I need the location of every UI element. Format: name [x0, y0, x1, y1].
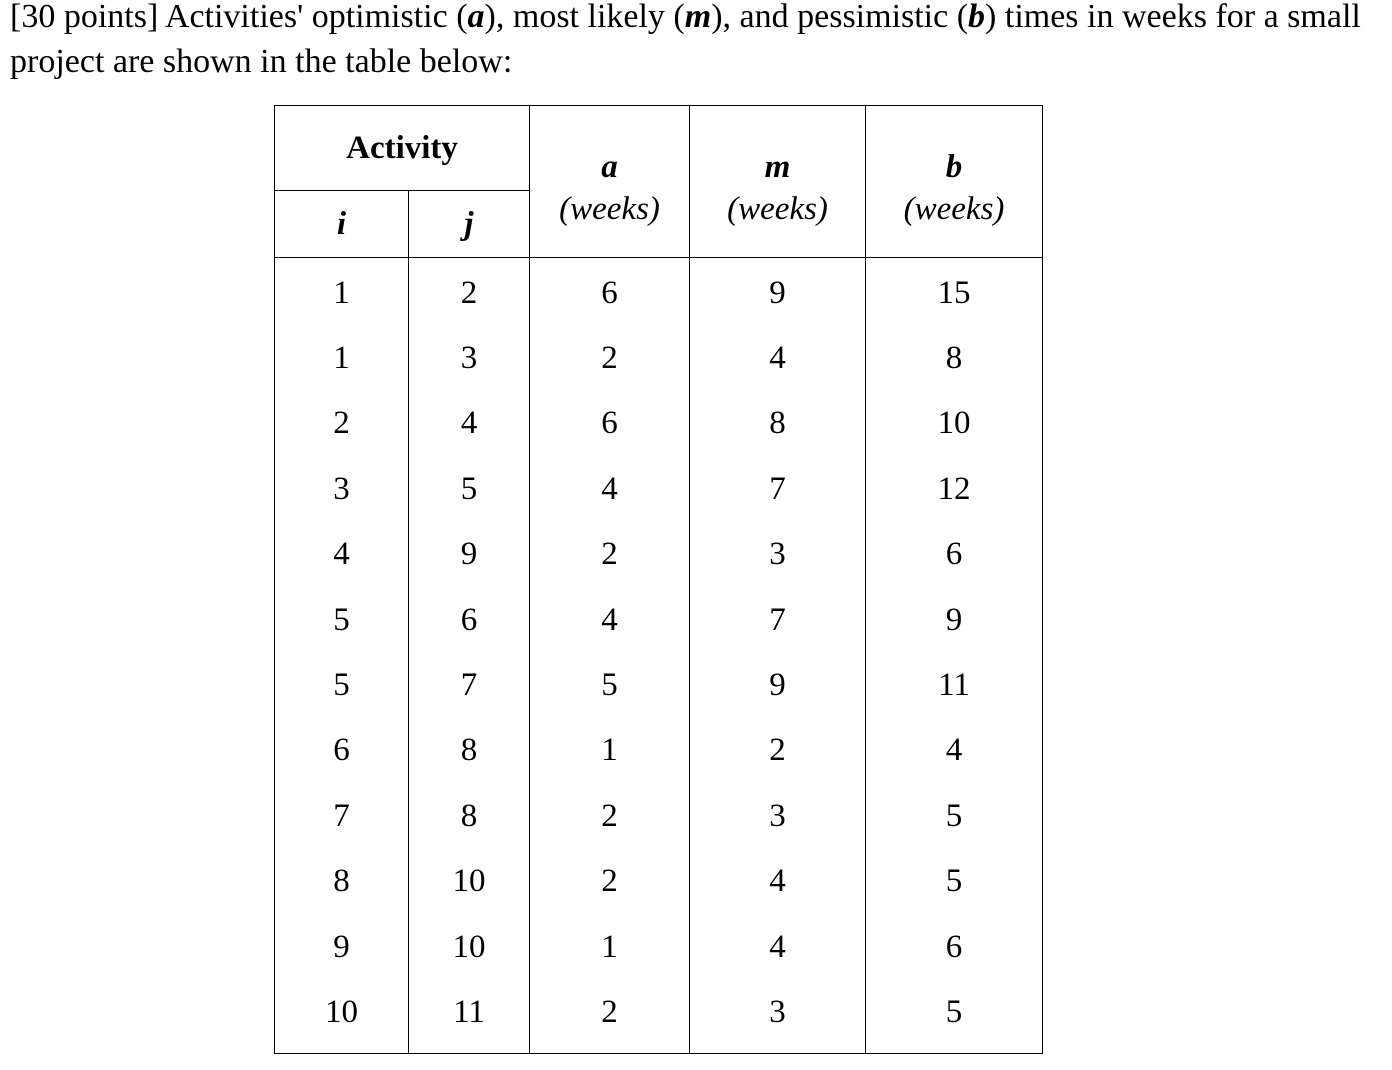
table-row: [275, 849, 1043, 914]
cell-j: 3: [409, 325, 530, 390]
cell-m: 9: [690, 652, 866, 717]
cell-a: 2: [530, 783, 690, 848]
header-j: j: [409, 191, 530, 258]
table-row: [275, 456, 1043, 521]
cell-j: 8: [409, 718, 530, 783]
header-a-symbol: a: [601, 148, 618, 185]
cell-m: 2: [690, 718, 866, 783]
cell-j: 10: [409, 914, 530, 979]
cell-j: 9: [409, 522, 530, 587]
cell-i: 5: [275, 587, 409, 652]
cell-i: 5: [275, 652, 409, 717]
table-row: [275, 783, 1043, 848]
symbol-m: m: [684, 0, 712, 35]
cell-m: 8: [690, 391, 866, 456]
cell-a: 4: [530, 456, 690, 521]
cell-a: 2: [530, 522, 690, 587]
cell-i: 10: [275, 979, 409, 1053]
cell-b: 6: [866, 522, 1043, 587]
cell-a: 6: [530, 258, 690, 326]
cell-m: 9: [690, 258, 866, 326]
cell-b: 5: [866, 979, 1043, 1053]
cell-m: 4: [690, 914, 866, 979]
table-row: [275, 718, 1043, 783]
cell-b: 11: [866, 652, 1043, 717]
header-b-symbol: b: [945, 148, 963, 185]
cell-b: 9: [866, 587, 1043, 652]
header-a-unit: (weeks): [559, 190, 660, 227]
cell-j: 7: [409, 652, 530, 717]
table-header: [275, 106, 1043, 258]
table-body: [275, 258, 1043, 1054]
cell-b: 4: [866, 718, 1043, 783]
cell-a: 6: [530, 391, 690, 456]
symbol-a: a: [467, 0, 485, 35]
cell-a: 4: [530, 587, 690, 652]
header-i: i: [275, 191, 409, 258]
header-activity: Activity: [275, 106, 530, 191]
cell-j: 4: [409, 391, 530, 456]
header-m-symbol: m: [764, 148, 791, 185]
cell-a: 1: [530, 718, 690, 783]
cell-b: 8: [866, 325, 1043, 390]
cell-m: 3: [690, 522, 866, 587]
problem-statement: [10, 0, 1385, 84]
activity-times-table: [274, 105, 1043, 1054]
table-row: [275, 522, 1043, 587]
cell-a: 2: [530, 325, 690, 390]
cell-i: 2: [275, 391, 409, 456]
problem-text-mid1: ), most likely (: [484, 0, 685, 35]
cell-a: 2: [530, 979, 690, 1053]
header-m-weeks: [690, 106, 866, 258]
cell-m: 3: [690, 979, 866, 1053]
cell-j: 6: [409, 587, 530, 652]
table-row: [275, 652, 1043, 717]
header-m-unit: (weeks): [727, 190, 828, 227]
table-row: [275, 979, 1043, 1053]
header-a-weeks: [530, 106, 690, 258]
cell-b: 6: [866, 914, 1043, 979]
header-b-unit: (weeks): [903, 190, 1005, 227]
cell-b: 15: [866, 258, 1043, 326]
cell-b: 12: [866, 456, 1043, 521]
cell-b: 5: [866, 849, 1043, 914]
cell-a: 5: [530, 652, 690, 717]
table-row: [275, 258, 1043, 326]
cell-j: 10: [409, 849, 530, 914]
table-row: [275, 391, 1043, 456]
cell-i: 4: [275, 522, 409, 587]
cell-j: 2: [409, 258, 530, 326]
symbol-b: b: [968, 0, 986, 35]
cell-b: 10: [866, 391, 1043, 456]
cell-m: 3: [690, 783, 866, 848]
cell-a: 1: [530, 914, 690, 979]
cell-m: 4: [690, 849, 866, 914]
cell-j: 5: [409, 456, 530, 521]
cell-i: 3: [275, 456, 409, 521]
cell-i: 1: [275, 325, 409, 390]
cell-i: 7: [275, 783, 409, 848]
problem-text-prefix: [30 points] Activities' optimistic (: [10, 0, 468, 35]
cell-m: 7: [690, 587, 866, 652]
problem-text-mid2: ), and pessimistic (: [711, 0, 969, 35]
cell-a: 2: [530, 849, 690, 914]
cell-m: 4: [690, 325, 866, 390]
cell-b: 5: [866, 783, 1043, 848]
cell-j: 8: [409, 783, 530, 848]
cell-i: 1: [275, 258, 409, 326]
cell-i: 8: [275, 849, 409, 914]
cell-i: 9: [275, 914, 409, 979]
table-row: [275, 914, 1043, 979]
cell-j: 11: [409, 979, 530, 1053]
table-row: [275, 325, 1043, 390]
problem-text-suffix: ) times in weeks for a small project are shown in the table below:: [10, 0, 1361, 80]
header-b-weeks: [866, 106, 1043, 258]
table-row: [275, 587, 1043, 652]
cell-i: 6: [275, 718, 409, 783]
cell-m: 7: [690, 456, 866, 521]
